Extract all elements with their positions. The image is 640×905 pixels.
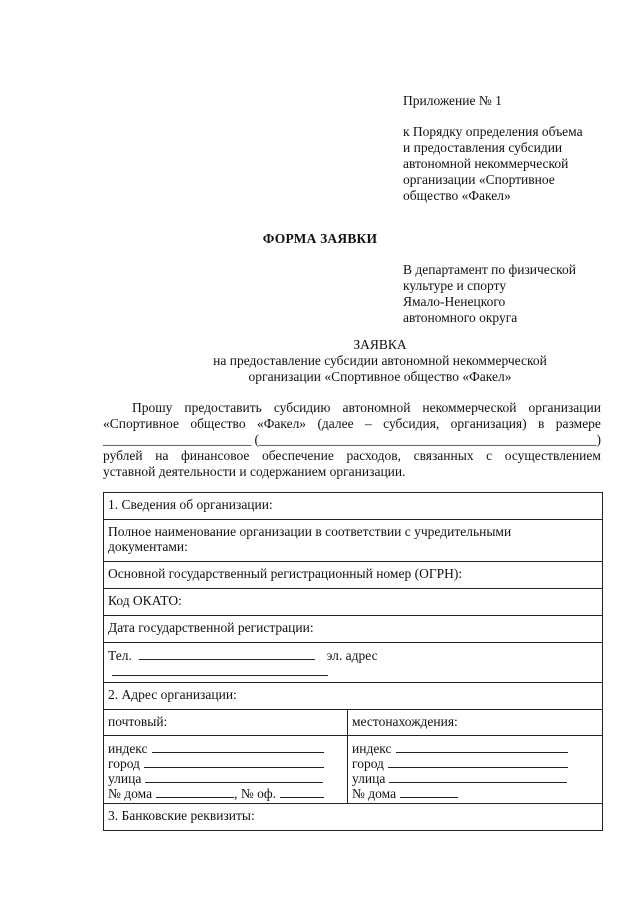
- paragraph-word: финансовое: [181, 448, 250, 463]
- department-line: В департамент по физической: [403, 262, 576, 277]
- postal-city-label: город: [108, 756, 140, 771]
- paragraph-word: субсидию: [273, 400, 331, 415]
- paragraph-word: обеспечение: [261, 448, 334, 463]
- postal-office-label: , № оф.: [234, 786, 276, 801]
- phone-label: Тел.: [108, 648, 132, 663]
- location-house-label: № дома: [352, 786, 397, 801]
- paragraph-word: расходов,: [346, 448, 401, 463]
- paragraph-word: предоставить: [184, 400, 262, 415]
- location-street-label: улица: [352, 771, 386, 786]
- paragraph-word: связанных: [413, 448, 474, 463]
- postal-house-blank[interactable]: [156, 785, 234, 798]
- paragraph-word: «Спортивное: [103, 416, 179, 431]
- paragraph-word: рублей: [103, 448, 143, 463]
- postal-index-label: индекс: [108, 741, 148, 756]
- contacts-row: [104, 643, 603, 683]
- paragraph-word: на: [155, 448, 169, 463]
- location-index-label: индекс: [352, 741, 392, 756]
- section-bank-details: 3. Банковские реквизиты:: [104, 804, 603, 831]
- paragraph-line: [103, 416, 601, 432]
- organization-info-table: [103, 492, 603, 831]
- paragraph-word: ______________________: [103, 432, 252, 447]
- application-title: ЗАЯВКА: [353, 337, 407, 352]
- paragraph-word: «Факел»: [256, 416, 307, 431]
- postal-city-blank[interactable]: [144, 755, 324, 768]
- okato-field[interactable]: Код ОКАТО:: [104, 589, 603, 616]
- paragraph-line: уставной деятельности и содержанием организации.: [103, 464, 406, 479]
- application-subtitle-line: на предоставление субсидии автономной некоммерческой: [213, 353, 547, 368]
- paragraph-line: [103, 400, 601, 416]
- appendix-title: Приложение № 1: [403, 93, 502, 108]
- appendix-line: общество «Факел»: [403, 188, 511, 203]
- postal-index-blank[interactable]: [152, 740, 324, 753]
- paragraph-word: субсидия,: [383, 416, 440, 431]
- section-address: 2. Адрес организации:: [104, 683, 603, 710]
- appendix-text: [403, 124, 613, 204]
- postal-address-header: почтовый:: [104, 710, 348, 736]
- application-subtitle-line: организации «Спортивное общество «Факел»: [248, 369, 512, 384]
- email-blank[interactable]: [112, 663, 328, 676]
- paragraph-word: –: [365, 416, 372, 431]
- form-title: ФОРМА ЗАЯВКИ: [262, 231, 378, 246]
- appendix-line: автономной некоммерческой: [403, 156, 569, 171]
- appendix-line: организации «Спортивное: [403, 172, 555, 187]
- paragraph-line: [103, 448, 601, 464]
- paragraph-word: осуществлением: [504, 448, 601, 463]
- department-line: Ямало-Ненецкого: [403, 294, 506, 309]
- paragraph-word: организация): [450, 416, 527, 431]
- ogrn-field[interactable]: Основной государственный регистрационный номер (ОГРН):: [104, 562, 603, 589]
- paragraph-word: с: [486, 448, 493, 463]
- appendix-line: и предоставления субсидии: [403, 140, 563, 155]
- postal-street-label: улица: [108, 771, 142, 786]
- department-line: автономного округа: [403, 310, 518, 325]
- full-name-label-line: Полное наименование организации в соответствии с учредительными: [108, 524, 512, 539]
- appendix-line: к Порядку определения объема: [403, 124, 583, 139]
- phone-blank[interactable]: [139, 647, 315, 660]
- full-name-label-line: документами:: [108, 539, 188, 554]
- paragraph-word: в: [538, 416, 545, 431]
- paragraph-line: [103, 432, 601, 448]
- paragraph-word: общество: [190, 416, 246, 431]
- location-house-blank[interactable]: [400, 785, 458, 798]
- request-paragraph: [103, 400, 601, 480]
- location-address-fields: [348, 736, 603, 804]
- location-address-header: местонахождения:: [348, 710, 603, 736]
- paragraph-word: (__________________________________________________): [254, 432, 601, 447]
- postal-address-fields: [104, 736, 348, 804]
- paragraph-word: автономной: [342, 400, 411, 415]
- paragraph-word: Прошу: [132, 400, 173, 415]
- location-index-blank[interactable]: [396, 740, 568, 753]
- paragraph-word: некоммерческой: [422, 400, 517, 415]
- paragraph-word: организации: [528, 400, 601, 415]
- location-city-blank[interactable]: [388, 755, 568, 768]
- full-name-field[interactable]: [104, 520, 603, 562]
- postal-street-blank[interactable]: [145, 770, 323, 783]
- postal-house-label: № дома: [108, 786, 153, 801]
- application-heading: [0, 337, 640, 385]
- location-street-blank[interactable]: [389, 770, 567, 783]
- email-label: эл. адрес: [326, 648, 378, 663]
- location-city-label: город: [352, 756, 384, 771]
- department-line: культуре и спорту: [403, 278, 507, 293]
- section-organization-info: 1. Сведения об организации:: [104, 493, 603, 520]
- paragraph-word: (далее: [317, 416, 354, 431]
- registration-date-field[interactable]: Дата государственной регистрации:: [104, 616, 603, 643]
- department-addressee: [403, 262, 618, 326]
- paragraph-word: размере: [555, 416, 601, 431]
- postal-office-blank[interactable]: [280, 785, 324, 798]
